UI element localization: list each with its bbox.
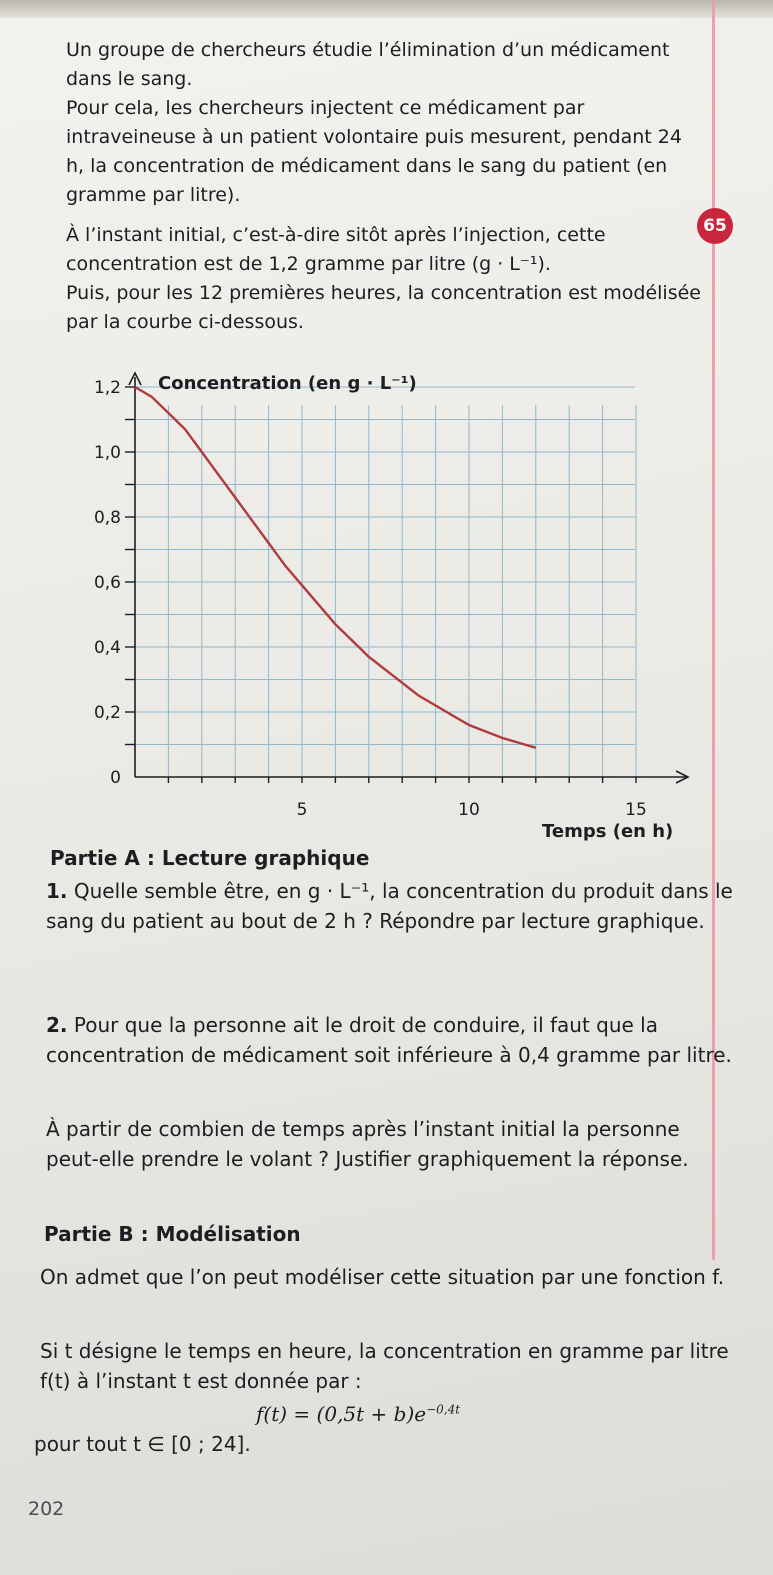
intro-paragraph-3: À l’instant initial, c’est-à-dire sitôt après l’injection, cette concentration est de 1,2 gramme par litre (g · L⁻¹). (66, 224, 606, 275)
question-1 (46, 876, 736, 936)
partB-paragraph-1: On admet que l’on peut modéliser cette situation par une fonction f. (40, 1265, 725, 1289)
page-top-edge (0, 0, 773, 18)
chart-axes (125, 373, 688, 783)
formula-main: f(t) = (0,5t + b)e (256, 1402, 427, 1426)
page-number: 202 (28, 1498, 65, 1520)
question-2-continued: À partir de combien de temps après l’instant initial la personne peut-elle prendre le volant ? Justifier graphiquement la réponse. (46, 1117, 689, 1171)
y-tick-label: 0,4 (93, 638, 121, 658)
question-2-text: Pour que la personne ait le droit de conduire, il faut que la concentration de médicament soit inférieure à 0,4 gramme par litre. (46, 1013, 732, 1067)
x-tick-label: 5 (296, 800, 308, 820)
y-tick-label: 1,0 (93, 443, 121, 463)
function-formula (256, 1402, 460, 1426)
y-tick-label: 0,6 (93, 573, 121, 593)
question-2 (46, 1010, 736, 1070)
intro-paragraph-1: Un groupe de chercheurs étudie l’élimination d’un médicament dans le sang. (66, 39, 670, 90)
y-tick-label: 1,2 (93, 378, 121, 398)
domain-statement: pour tout t ∈ [0 ; 24]. (34, 1432, 251, 1456)
y-tick-label: 0,8 (93, 508, 121, 528)
y-axis-label: Concentration (en g · L⁻¹) (158, 373, 417, 394)
y-tick-label: 0,2 (93, 703, 121, 723)
chart-grid (135, 387, 636, 777)
question-1-number: 1. (46, 879, 68, 903)
chart-tick-labels (94, 378, 647, 820)
intro-paragraph-2: Pour cela, les chercheurs injectent ce médicament par intraveineuse à un patient volontaire puis mesurent, pendant 24 h, la concentration de médicament dans le sang du patient (en gramme par litre). (66, 97, 682, 206)
x-tick-label: 15 (625, 800, 647, 820)
exercise-number-badge: 65 (697, 208, 733, 244)
x-axis-label: Temps (en h) (542, 821, 674, 842)
y-tick-label: 0 (110, 768, 121, 788)
intro-paragraph-4: Puis, pour les 12 premières heures, la concentration est modélisée par la courbe ci-dessous. (66, 282, 701, 333)
concentration-chart (0, 365, 773, 845)
question-2-number: 2. (46, 1013, 68, 1037)
question-1-text: Quelle semble être, en g · L⁻¹, la concentration du produit dans le sang du patient au bout de 2 h ? Répondre par lecture graphique. (46, 879, 733, 933)
formula-exponent: −0,4t (426, 1402, 461, 1417)
partB-title: Partie B : Modélisation (44, 1222, 301, 1246)
partA-title: Partie A : Lecture graphique (50, 846, 370, 870)
partB-paragraph-2: Si t désigne le temps en heure, la concentration en gramme par litre f(t) à l’instant t est donnée par : (40, 1339, 729, 1393)
x-tick-label: 10 (458, 800, 480, 820)
